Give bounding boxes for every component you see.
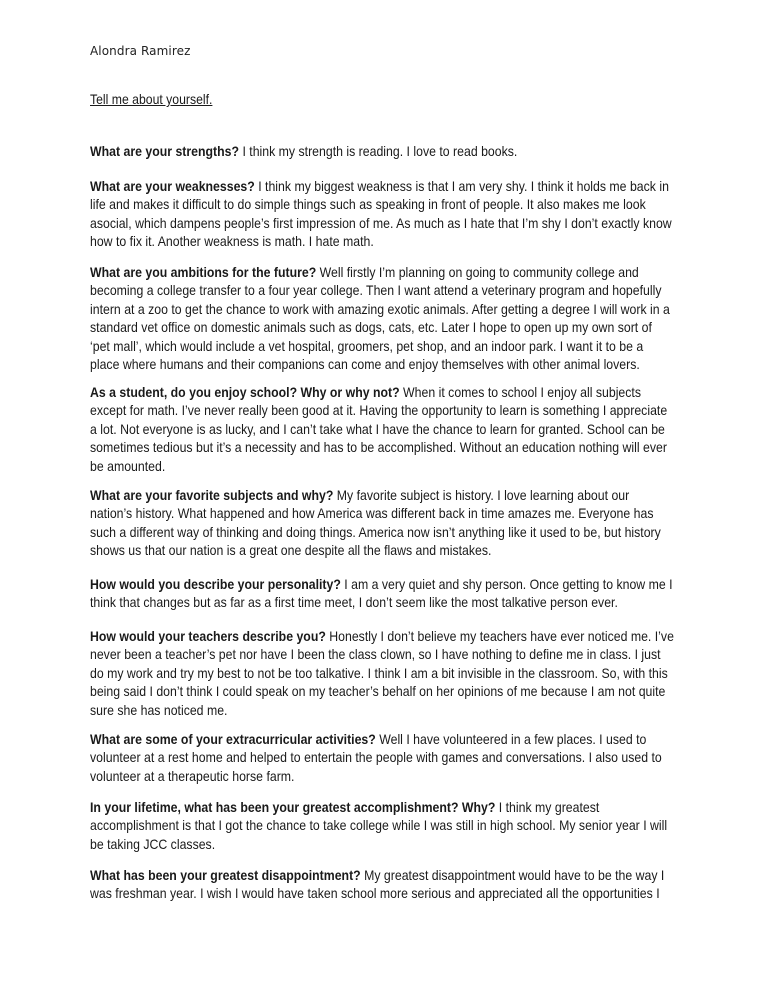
answer-text: Well firstly I’m planning on going to community college and [316, 265, 639, 280]
question-text: What has been your greatest disappointment? [90, 868, 361, 883]
answer-line: a lot. Not everyone is as lucky, and I can’t take what I have the chance to learn for granted. School can be [90, 421, 665, 437]
answer-line: ‘pet mall’, which would include a vet hospital, groomers, pet shop, and an indoor park. I want it to be a [90, 338, 644, 354]
question-text: What are your strengths? [90, 144, 240, 159]
answer-line: accomplishment is that I got the chance to take college while I was still in high school. My senior year I will [90, 818, 668, 834]
answer-line: do my work and try my best to not be too talkative. I think I am a bit invisible in the classroom. So, with this [90, 665, 668, 681]
answer-line: standard vet office on domestic animals such as dogs, cats, etc. Later I hope to open up my own sort of [90, 320, 652, 336]
answer-text: My greatest disappointment would have to be the way I [360, 868, 665, 883]
answer-line: intern at a zoo to get the chance to work with amazing exotic animals. After getting a degree I will work in a [90, 301, 670, 317]
answer-line: was freshman year. I wish I would have taken school more serious and appreciated all the opportunities I [90, 886, 660, 902]
qa-line [90, 867, 684, 885]
qa-favorite-subjects [90, 487, 746, 561]
answer-line: becoming a college transfer to a four year college. Then I want attend a veterinary program and hopefully [90, 283, 662, 299]
answer-text: I think my greatest [495, 800, 600, 815]
answer-text: My favorite subject is history. I love learning about our [333, 488, 630, 503]
qa-weaknesses [90, 178, 746, 252]
qa-line [90, 628, 684, 646]
answer-line: think that changes but as far as a first time meet, I don’t seem like the most talkative person ever. [90, 595, 618, 611]
answer-text: Honestly I don’t believe my teachers have ever noticed me. I’ve [325, 629, 674, 644]
question-text: What are your weaknesses? [90, 179, 255, 194]
question-text: What are you ambitions for the future? [90, 265, 317, 280]
answer-line: being said I don’t think I could speak on my teacher’s behalf on her opinions of me because I am not quite [90, 684, 666, 700]
answer-line: how to fix it. Another weakness is math. I hate math. [90, 234, 374, 250]
qa-line [90, 487, 684, 505]
document-heading: Tell me about yourself. [90, 92, 213, 107]
qa-personality [90, 576, 746, 613]
answer-line: sometimes tedious but it’s a necessity and has to be accomplished. Without an education nothing will ever [90, 440, 667, 456]
answer-text: I think my strength is reading. I love to read books. [239, 144, 518, 159]
qa-line [90, 178, 684, 196]
answer-line: asocial, which dampens people’s first impression of me. As much as I hate that I’m shy I don’t exactly know [90, 215, 672, 231]
qa-line [90, 731, 684, 749]
answer-line: place where humans and their companions can come and enjoy themselves with other animal lovers. [90, 357, 640, 373]
answer-text: I think my biggest weakness is that I am very shy. I think it holds me back in [254, 179, 669, 194]
question-text: What are your favorite subjects and why? [90, 488, 334, 503]
answer-line: life and makes it difficult to do simple things such as speaking in front of people. It also makes me look [90, 197, 646, 213]
qa-accomplishment [90, 799, 746, 854]
answer-line: be taking JCC classes. [90, 836, 216, 852]
qa-line [90, 799, 684, 817]
qa-line [90, 143, 684, 161]
question-text: As a student, do you enjoy school? Why or why not? [90, 385, 400, 400]
question-text: How would your teachers describe you? [90, 629, 326, 644]
answer-text: When it comes to school I enjoy all subjects [399, 385, 642, 400]
answer-line: sure she has noticed me. [90, 702, 228, 718]
question-text: How would you describe your personality? [90, 577, 341, 592]
qa-line [90, 576, 684, 594]
qa-teachers [90, 628, 746, 720]
answer-line: except for math. I’ve never really been good at it. Having the opportunity to learn is something I appreciate [90, 403, 668, 419]
answer-line: shows us that our nation is a great one despite all the flaws and mistakes. [90, 543, 492, 559]
question-text: In your lifetime, what has been your greatest accomplishment? Why? [90, 800, 496, 815]
answer-line: such a different way of thinking and doing things. America now isn’t anything like it used to be, but history [90, 524, 661, 540]
qa-line [90, 264, 684, 282]
author-name: Alondra Ramirez [90, 44, 191, 58]
qa-enjoy-school [90, 384, 746, 476]
answer-line: volunteer at a therapeutic horse farm. [90, 768, 295, 784]
qa-strengths [90, 143, 746, 161]
answer-text: Well I have volunteered in a few places. I used to [375, 732, 647, 747]
answer-text: I am a very quiet and shy person. Once getting to know me I [340, 577, 673, 592]
answer-line: volunteer at a rest home and helped to entertain the people with games and conversations. I also used to [90, 750, 662, 766]
answer-line: never been a teacher’s pet nor have I been the class clown, so I have nothing to define me in class. I just [90, 647, 661, 663]
answer-line: be amounted. [90, 458, 166, 474]
qa-ambitions [90, 264, 746, 374]
qa-extracurricular [90, 731, 746, 786]
qa-line [90, 384, 684, 402]
answer-line: nation’s history. What happened and how America was different back in time amazes me. Everyone has [90, 506, 654, 522]
question-text: What are some of your extracurricular activities? [90, 732, 376, 747]
qa-disappointment [90, 867, 746, 904]
